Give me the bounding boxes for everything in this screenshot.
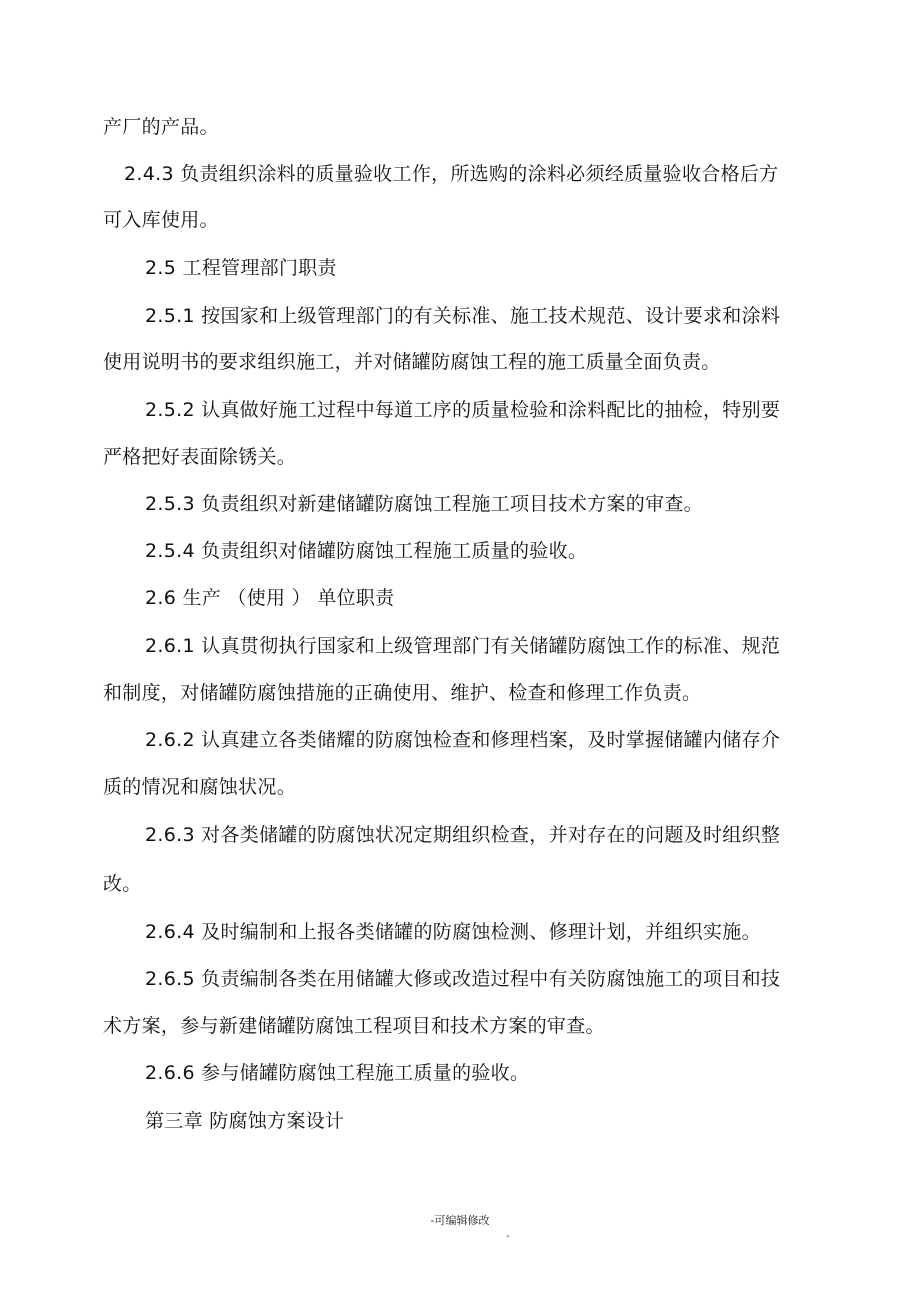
section-2-4-3-line-1: 2.4.3 负责组织涂料的质量验收工作，所选购的涂料必须经质量验收合格后方 xyxy=(124,163,779,185)
chapter-3-heading: 第三章 防腐蚀方案设计 xyxy=(145,1110,345,1132)
section-2-6-heading: 2.6 生产 （使用 ） 单位职责 xyxy=(145,587,395,609)
section-2-5-4-line: 2.5.4 负责组织对储罐防腐蚀工程施工质量的验收。 xyxy=(145,540,588,562)
text-line: 产厂的产品。 xyxy=(103,116,219,138)
section-2-5-heading: 2.5 工程管理部门职责 xyxy=(145,257,337,279)
section-2-6-1-line-1: 2.6.1 认真贯彻执行国家和上级管理部门有关储罐防腐蚀工作的标准、规范 xyxy=(145,635,781,657)
section-2-6-5-line-2: 术方案，参与新建储罐防腐蚀工程项目和技术方案的审查。 xyxy=(103,1015,605,1037)
section-2-6-3-line-1: 2.6.3 对各类储罐的防腐蚀状况定期组织检查，并对存在的问题及时组织整 xyxy=(145,824,781,846)
section-2-5-2-line-1: 2.5.2 认真做好施工过程中每道工序的质量检验和涂料配比的抽检，特别要 xyxy=(145,399,781,421)
section-2-5-3-line: 2.5.3 负责组织对新建储罐防腐蚀工程施工项目技术方案的审查。 xyxy=(145,493,703,515)
section-2-5-1-line-2: 使用说明书的要求组织施工，并对储罐防腐蚀工程的施工质量全面负责。 xyxy=(103,351,721,373)
section-2-4-3-line-2: 可入库使用。 xyxy=(103,209,219,231)
section-2-6-3-line-2: 改。 xyxy=(103,873,142,895)
footer-dash: - xyxy=(506,1231,510,1242)
section-2-5-2-line-2: 严格把好表面除锈关。 xyxy=(103,446,297,468)
section-2-6-2-line-2: 质的情况和腐蚀状况。 xyxy=(103,776,297,798)
page-footer: -可编辑修改 xyxy=(430,1214,490,1227)
section-2-6-4-line: 2.6.4 及时编制和上报各类储罐的防腐蚀检测、修理计划，并组织实施。 xyxy=(145,921,761,943)
section-2-6-1-line-2: 和制度，对储罐防腐蚀措施的正确使用、维护、检查和修理工作负责。 xyxy=(103,682,702,704)
section-2-6-2-line-1: 2.6.2 认真建立各类储耀的防腐蚀检查和修理档案，及时掌握储罐内储存介 xyxy=(145,729,781,751)
section-2-6-5-line-1: 2.6.5 负责编制各类在用储罐大修或改造过程中有关防腐蚀施工的项目和技 xyxy=(145,968,781,990)
section-2-6-6-line: 2.6.6 参与储罐防腐蚀工程施工质量的验收。 xyxy=(145,1062,530,1084)
section-2-5-1-line-1: 2.5.1 按国家和上级管理部门的有关标准、施工技术规范、设计要求和涂料 xyxy=(145,305,781,327)
